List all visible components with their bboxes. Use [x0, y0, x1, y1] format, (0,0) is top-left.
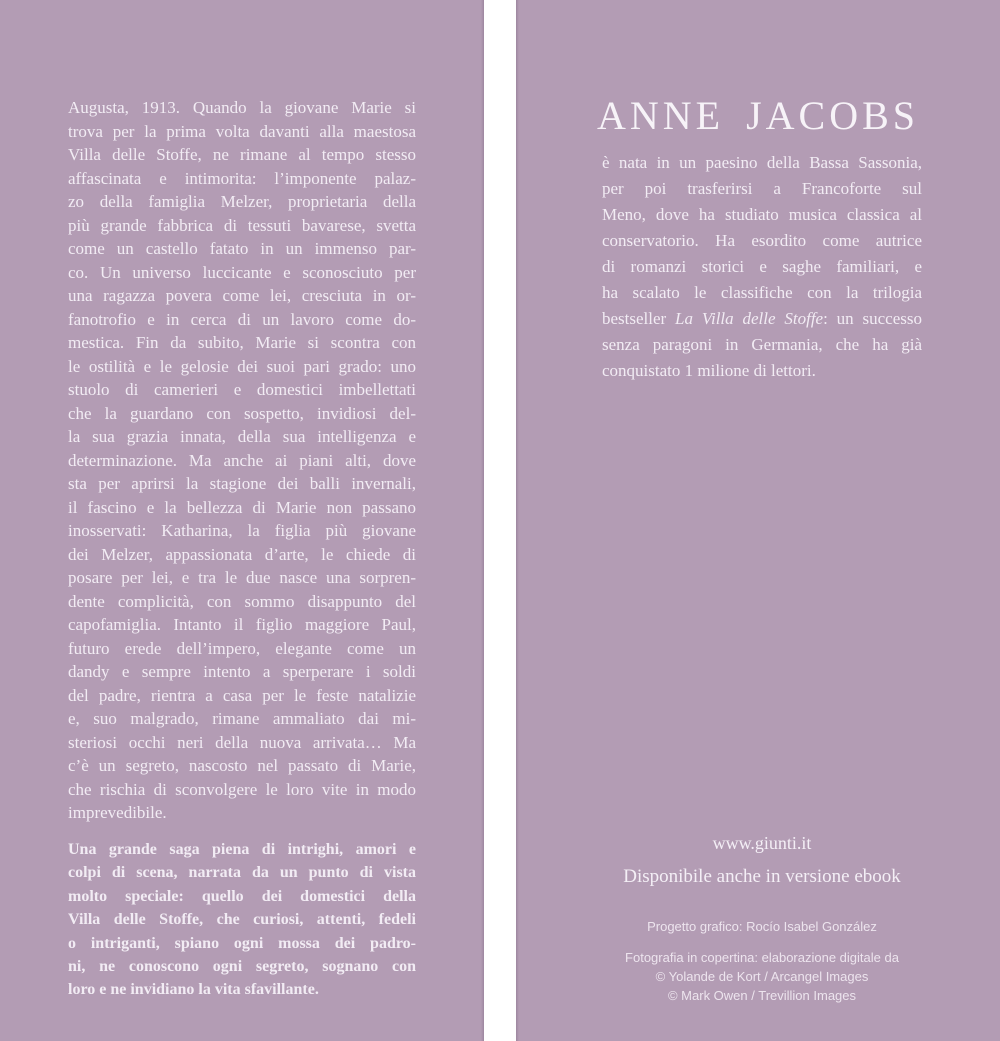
text-line: dente complicità, con sommo disappunto del	[68, 591, 416, 611]
text-line: © Yolande de Kort / Arcangel Images	[655, 969, 869, 984]
text-line: più grande fabbrica di tessuti bavarese, svetta	[68, 215, 416, 235]
text-line: c’è un segreto, nascosto nel passato di Marie,	[68, 756, 416, 775]
text-line: dei Melzer, appassionata d’arte, le chiede di	[68, 544, 416, 564]
text-line: e, suo malgrado, rimane ammaliato dai mi-	[68, 709, 416, 728]
text-line: stuolo di camerieri e domestici imbellettati	[68, 380, 416, 399]
text-line: è nata in un paesino della Bassa Sassonia,	[602, 153, 922, 172]
photo-credit	[552, 948, 972, 1005]
text-line: conquistato 1 milione di lettori.	[602, 361, 816, 380]
synopsis-text	[68, 96, 416, 825]
text-line: determinazione. Ma anche ai piani alti, dove	[68, 450, 416, 470]
text-line: steriosi occhi neri della nuova arrivata… Ma	[68, 732, 416, 752]
text-line: ni, ne conoscono ogni segreto, sognano con	[68, 958, 416, 976]
text-line: come un castello fatato in un immenso par-	[68, 239, 416, 258]
text-line: futuro erede dell’impero, elegante come un	[68, 638, 416, 658]
text-line: per poi trasferirsi a Francoforte sul	[602, 179, 922, 198]
text-line: che la guardano con sospetto, invidiosi del-	[68, 403, 416, 423]
ebook-notice: Disponibile anche in versione ebook	[623, 866, 901, 887]
text-line: conservatorio. Ha esordito come autrice	[602, 231, 922, 250]
text-line: ha scalato le classifiche con la trilogia	[602, 283, 922, 302]
text-line: fanotrofio e in cerca di un lavoro come do-	[68, 309, 416, 329]
publisher-website: www.giunti.it	[712, 833, 812, 853]
text-line: Augusta, 1913. Quando la giovane Marie si	[68, 98, 416, 117]
text-line: colpi di scena, narrata da un punto di vista	[68, 864, 416, 882]
text-line: Villa delle Stoffe, che curiosi, attenti, fedeli	[68, 911, 416, 929]
text-line: capofamiglia. Intanto il figlio maggiore Paul,	[68, 615, 416, 634]
text-line: senza paragoni in Germania, che ha già	[602, 335, 922, 354]
text-line: bestseller La Villa delle Stoffe: un successo	[602, 309, 922, 328]
text-line: la sua grazia innata, della sua intelligenza e	[68, 427, 416, 446]
text-line: Una grande saga piena di intrighi, amori e	[68, 841, 416, 858]
right-flap-panel	[516, 0, 1000, 1041]
text-line: Villa delle Stoffe, ne rimane al tempo stesso	[68, 145, 416, 164]
text-line: Meno, dove ha studiato musica classica al	[602, 205, 922, 224]
text-line: una ragazza povera come lei, cresciuta in or-	[68, 286, 416, 305]
text-line: mestica. Fin da subito, Marie si scontra con	[68, 333, 416, 352]
highlight-text	[68, 838, 416, 1002]
text-line: il fascino e la bellezza di Marie non passano	[68, 497, 416, 517]
text-line: le ostilità e le gelosie dei suoi pari grado: uno	[68, 356, 416, 376]
text-line: affascinata e intimorita: l’imponente palaz-	[68, 168, 416, 188]
text-line: posare per lei, e tra le due nasce una sorpren-	[68, 568, 416, 587]
text-line: imprevedibile.	[68, 803, 167, 822]
text-line: molto speciale: quello dei domestici della	[68, 887, 416, 905]
author-name-heading: ANNE JACOBS	[596, 93, 920, 138]
text-line: co. Un universo luccicante e sconosciuto per	[68, 262, 416, 282]
text-line: Fotografia in copertina: elaborazione digitale da	[625, 950, 899, 965]
text-line: © Mark Owen / Trevillion Images	[667, 988, 857, 1003]
text-line: trova per la prima volta davanti alla maestosa	[68, 121, 416, 141]
left-flap-panel	[0, 0, 484, 1041]
text-line: inosservati: Katharina, la figlia più giovane	[68, 521, 416, 540]
text-line: di romanzi storici e saghe familiari, e	[602, 257, 922, 276]
author-bio-text	[602, 150, 922, 384]
design-credit: Progetto grafico: Rocío Isabel González	[647, 919, 877, 934]
text-line: dandy e sempre intento a sperperare i soldi	[68, 662, 416, 681]
text-line: del padre, rientra a casa per le feste natalizie	[68, 685, 416, 705]
text-line: o intriganti, spiano ogni mossa dei padro-	[68, 934, 416, 952]
text-line: sta per aprirsi la stagione dei balli invernali,	[68, 474, 416, 493]
text-line: che rischia di sconvolgere le loro vite in modo	[68, 779, 416, 799]
text-line: loro e ne invidiano la vita sfavillante.	[68, 981, 319, 999]
text-line: zo della famiglia Melzer, proprietaria della	[68, 192, 416, 211]
